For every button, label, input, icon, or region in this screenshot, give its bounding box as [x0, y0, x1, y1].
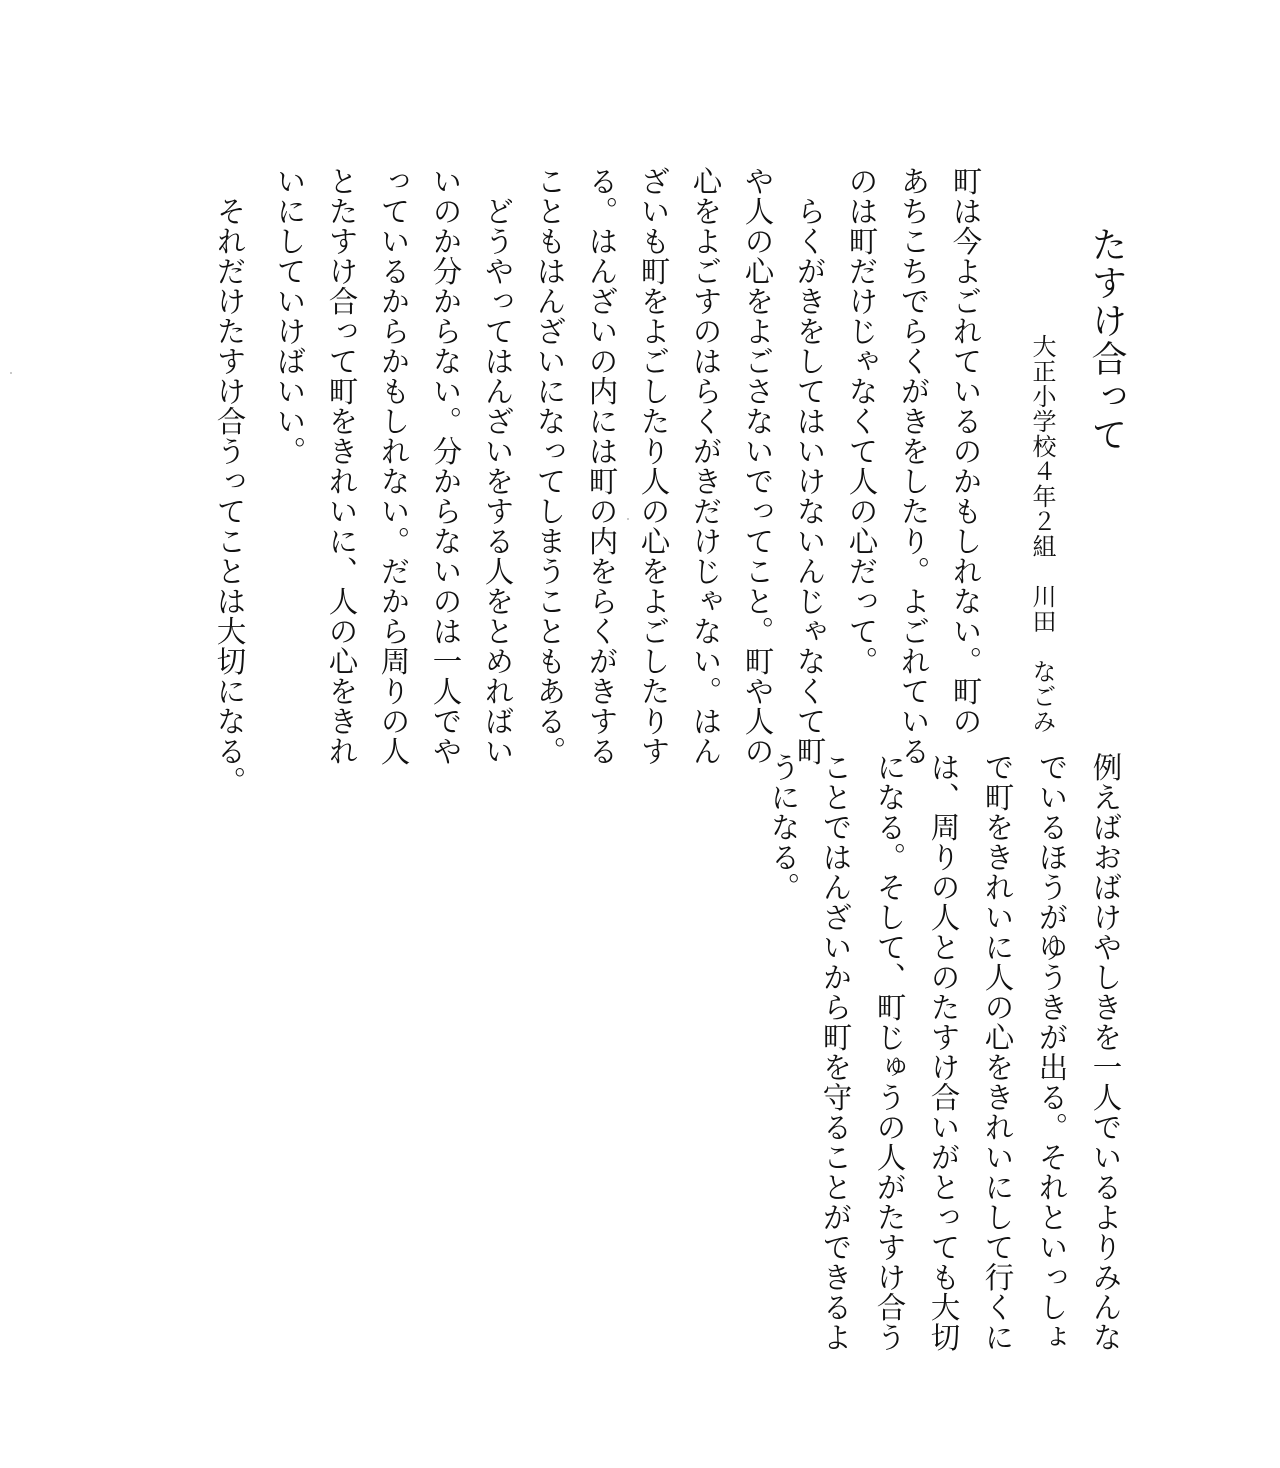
body-line: や人の心をよごさないでってこと。町や人の — [740, 166, 775, 766]
body-line: いにしていけばいい。 — [272, 166, 307, 466]
body-line: になる。そして、町じゅうの人がたすけ合う — [872, 752, 907, 1352]
body-line: らくがきをしてはいけないんじゃなくて町 — [792, 166, 827, 766]
author-byline: 大正小学校４年２組 川田 なごみ — [1028, 334, 1056, 734]
body-line: 心をよごすのはらくがきだけじゃない。はん — [688, 166, 723, 766]
body-line: でいるほうがゆうきが出る。それといっしょ — [1034, 752, 1069, 1352]
body-line: それだけたすけ合うってことは大切になる。 — [212, 166, 247, 796]
body-line: ざいも町をよごしたり人の心をよごしたりす — [636, 166, 671, 766]
body-line: ことではんざいから町を守ることができるよ — [818, 752, 853, 1352]
scan-speck — [10, 372, 12, 374]
body-line: る。はんざいの内には町の内をらくがきする — [584, 166, 619, 766]
body-line: とたすけ合って町をきれいに、人の心をきれ — [324, 166, 359, 766]
body-line: は、周りの人とのたすけ合いがとっても大切 — [926, 752, 961, 1352]
body-line: のは町だけじゃなくて人の心だって。 — [844, 166, 879, 676]
body-line: 例えばおばけやしきを一人でいるよりみんな — [1088, 752, 1123, 1352]
body-line: どうやってはんざいをする人をとめればい — [480, 166, 515, 766]
body-line: 町は今よごれているのかもしれない。町の — [948, 166, 983, 736]
body-line: あちこちでらくがきをしたり。よごれている — [896, 166, 931, 766]
body-line: うになる。 — [766, 752, 801, 902]
body-line: いのか分からない。分からないのは一人でや — [428, 166, 463, 766]
body-line: こともはんざいになってしまうこともある。 — [532, 166, 567, 766]
essay-title: たすけ合って — [1086, 226, 1127, 454]
body-line: で町をきれいに人の心をきれいにして行くに — [980, 752, 1015, 1352]
scan-speck — [627, 518, 629, 520]
body-line: っているからかもしれない。だから周りの人 — [376, 166, 411, 766]
